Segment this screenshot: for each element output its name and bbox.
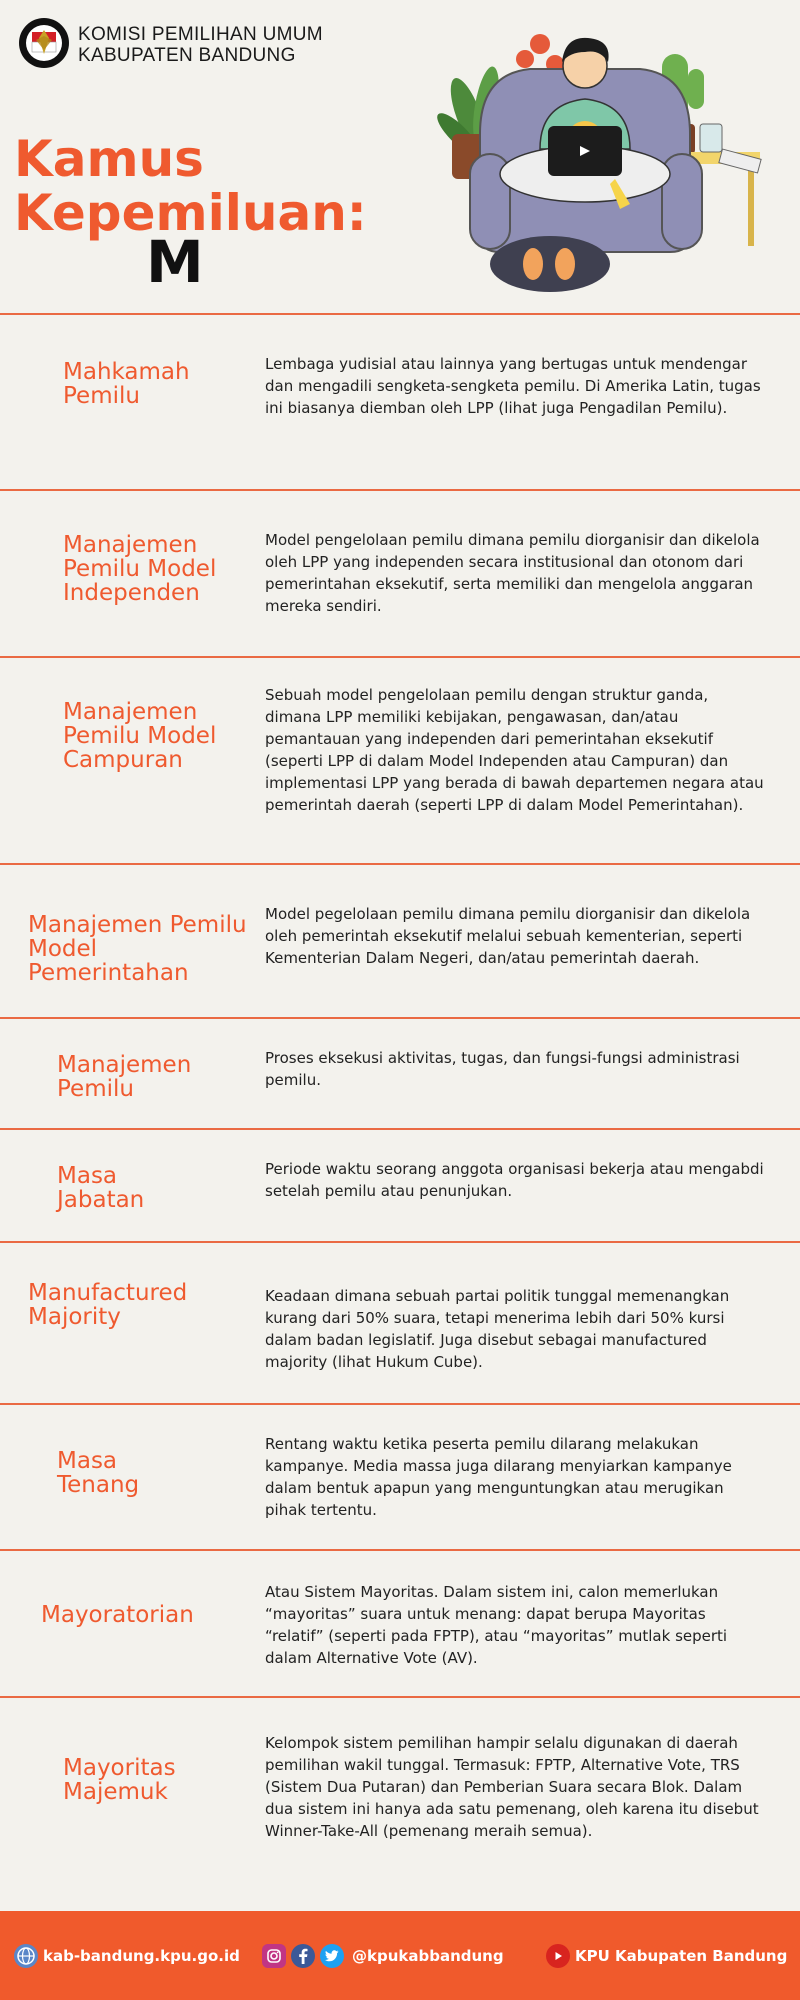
footer-youtube[interactable]	[546, 1944, 787, 1968]
footer-social[interactable]	[262, 1944, 504, 1968]
globe-icon	[14, 1944, 38, 1968]
website-link[interactable]: kab-bandung.kpu.go.id	[43, 1947, 240, 1965]
youtube-channel[interactable]: KPU Kabupaten Bandung	[575, 1947, 788, 1965]
term-definition: Lembaga yudisial atau lainnya yang bertugas untuk mendengar dan mengadili sengketa-sengketa pemilu. Di Amerika Latin, tugas ini biasanya diemban oleh LPP (lihat juga Pengadilan Pemilu).	[265, 355, 761, 417]
page-title	[14, 132, 367, 240]
term-row	[0, 1128, 800, 1241]
term-title: Masa Jabatan	[57, 1163, 145, 1213]
title-line-1: Kamus	[14, 130, 204, 188]
organization-line-2: KABUPATEN BANDUNG	[78, 45, 296, 66]
term-title: Mayoritas Majemuk	[63, 1755, 176, 1805]
term-definition: Model pegelolaan pemilu dimana pemilu diorganisir dan dikelola oleh pemerintah eksekutif melalui sebuah kementerian, seperti Kementerian Dalam Negeri, dan/atau pemerintah daerah.	[265, 905, 751, 967]
footer	[0, 1911, 800, 2000]
twitter-icon[interactable]	[320, 1944, 344, 1968]
term-title: Masa Tenang	[57, 1448, 140, 1498]
term-row	[0, 1241, 800, 1403]
person-with-laptop-illustration	[430, 14, 770, 304]
term-row	[0, 1017, 800, 1128]
term-title: Manajemen Pemilu	[57, 1052, 192, 1102]
footer-website[interactable]	[14, 1944, 240, 1968]
term-title: Mayoratorian	[41, 1602, 194, 1628]
term-definition: Model pengelolaan pemilu dimana pemilu diorganisir dan dikelola oleh LPP yang independen secara institusional dan otonom dari pemerintahan eksekutif, serta memiliki dan mengelola anggaran mereka sendiri.	[265, 531, 760, 615]
title-line-2: Kepemiluan:	[14, 184, 367, 242]
term-definition: Periode waktu seorang anggota organisasi bekerja atau mengabdi setelah pemilu atau penunjukan.	[265, 1160, 764, 1200]
facebook-icon[interactable]	[291, 1944, 315, 1968]
instagram-icon[interactable]	[262, 1944, 286, 1968]
term-title: Mahkamah Pemilu	[63, 359, 190, 409]
term-definition: Rentang waktu ketika peserta pemilu dilarang melakukan kampanye. Media massa juga dilarang menyiarkan kampanye dalam bentuk apapun yang menguntungkan atau merugikan pihak tertentu.	[265, 1435, 732, 1519]
term-definition: Kelompok sistem pemilihan hampir selalu digunakan di daerah pemilihan wakil tunggal. Termasuk: FPTP, Alternative Vote, TRS (Sistem Dua Putaran) dan Pemberian Suara secara Blok. Dalam dua sistem ini hanya ada satu pemenang, oleh karena itu disebut Winner-Take-All (pemenang meraih semua).	[265, 1734, 759, 1840]
organization-name	[78, 24, 323, 66]
term-title: Manajemen Pemilu Model Independen	[63, 532, 217, 606]
term-definition: Sebuah model pengelolaan pemilu dengan struktur ganda, dimana LPP memiliki kebijakan, pengawasan, dan/atau pemantauan yang independen dari pemerintahan eksekutif (seperti LPP di dalam Model Independen atau Campuran) dan implementasi LPP yang berada di bawah departemen negara atau pemerintah daerah (seperti LPP di dalam Model Pemerintahan).	[265, 686, 764, 814]
term-row	[0, 1403, 800, 1549]
term-list	[0, 313, 800, 1913]
term-row	[0, 863, 800, 1017]
term-title: Manufactured Majority	[28, 1280, 188, 1330]
term-row	[0, 489, 800, 656]
social-handle[interactable]: @kpukabbandung	[352, 1947, 504, 1965]
term-row	[0, 656, 800, 863]
term-row	[0, 1696, 800, 1913]
term-title: Manajemen Pemilu Model Pemerintahan	[28, 912, 247, 986]
term-definition: Keadaan dimana sebuah partai politik tunggal memenangkan kurang dari 50% suara, tetapi menerima lebih dari 50% kursi dalam badan legislatif. Juga disebut sebagai manufactured majority (lihat Hukum Cube).	[265, 1287, 730, 1371]
term-definition: Atau Sistem Mayoritas. Dalam sistem ini, calon memerlukan “mayoritas” suara untuk menang: dapat berupa Mayoritas “relatif” (seperti pada FPTP), atau “mayoritas” mutlak seperti dalam Alternative Vote (AV).	[265, 1583, 728, 1667]
term-definition: Proses eksekusi aktivitas, tugas, dan fungsi-fungsi administrasi pemilu.	[265, 1049, 740, 1089]
organization-line-1: KOMISI PEMILIHAN UMUM	[78, 24, 323, 45]
header	[0, 0, 800, 313]
term-row	[0, 313, 800, 489]
kpu-logo	[18, 14, 70, 72]
term-title: Manajemen Pemilu Model Campuran	[63, 699, 217, 773]
youtube-icon[interactable]	[546, 1944, 570, 1968]
term-row	[0, 1549, 800, 1696]
title-letter: M	[146, 228, 204, 296]
